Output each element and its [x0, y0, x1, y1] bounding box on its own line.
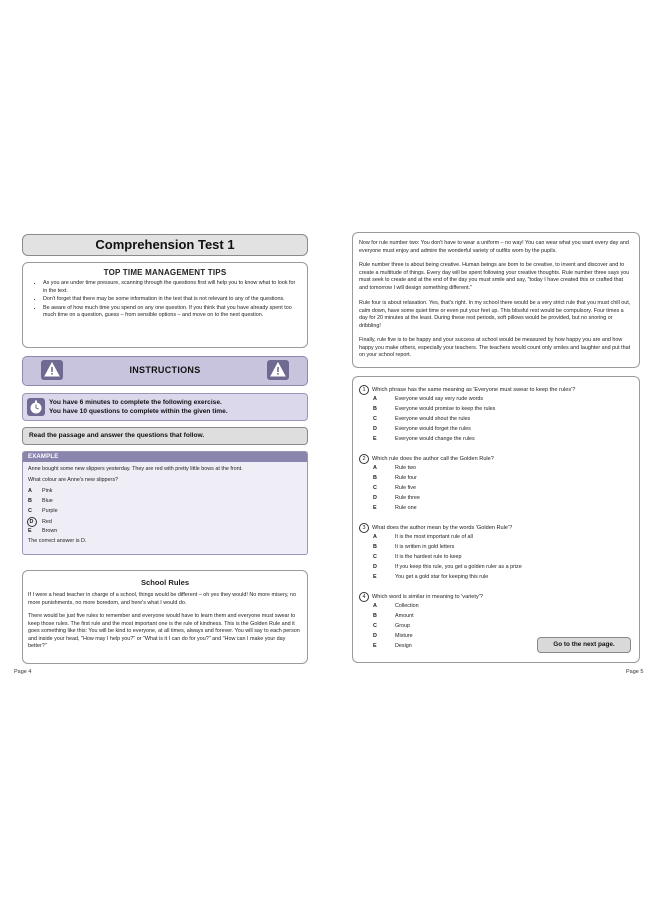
tip-item: • Be aware of how much time you spend on any one question. If you think that you have already spent too much time on a question, guess – from sensible options – and move on to the next question.	[43, 305, 299, 320]
answer-option[interactable]: B Amount	[373, 613, 414, 619]
instructions-label: INSTRUCTIONS	[129, 365, 201, 375]
answer-option[interactable]: B Everyone would promise to keep the rules	[373, 406, 496, 412]
example-label: EXAMPLE	[28, 453, 59, 460]
passage-paragraph: Finally, rule five is to be happy and your success at school would be measured by how happy you are and how happy you make others, especially your teachers. The teachers would count only smiles and laughter and put that on your school report.	[359, 337, 631, 359]
example-header	[23, 452, 307, 462]
answer-option[interactable]: D Everyone would forget the rules	[373, 426, 471, 432]
answer-option[interactable]: C Everyone would shout the rules	[373, 416, 471, 422]
page-number-left: Page 4	[14, 669, 32, 675]
answer-option[interactable]: A Collection	[373, 603, 419, 609]
passage-paragraph: Now for rule number two: You don't have to wear a uniform – no way! You can wear what you want every day and everyone must enjoy and admire the wonderful variety of outfits worn by the pupils.	[359, 240, 629, 254]
passage-paragraph: Rule four is about relaxation. Yes, that's right. In my school there would be a very strict rule that you must chill out, calm down, have some quiet time or even put your feet up. This blissful rest would be compulsory. Four times a day for 20 minutes at the least. During these rest periods, soft pillows would be provided, but no snoring or dribbling!	[359, 300, 631, 329]
page-number-right: Page 5	[626, 669, 644, 675]
question-4: 4 Which word is similar in meaning to 'variety'?	[359, 592, 483, 602]
instructions-banner	[22, 356, 308, 386]
example-box	[22, 451, 308, 555]
answer-option[interactable]: A Rule two	[373, 465, 416, 471]
read-instruction: Read the passage and answer the questions that follow.	[29, 432, 205, 439]
answer-option[interactable]: D Mixture	[373, 633, 413, 639]
question-2: 2 Which rule does the author call the Golden Rule?	[359, 454, 494, 464]
question-number: 2	[359, 454, 369, 464]
answer-option[interactable]: A It is the most important rule of all	[373, 534, 473, 540]
tip-item: • As you are under time pressure, scanning through the questions first will help you to know what to look for in the text.	[43, 280, 299, 295]
answer-option[interactable]: C Rule five	[373, 485, 416, 491]
example-passage: Anne bought some new slippers yesterday. They are red with pretty little bows at the front.	[28, 466, 243, 472]
time-limit-text: You have 6 minutes to complete the following exercise.	[49, 399, 222, 406]
answer-option[interactable]: E Everyone would change the rules	[373, 436, 475, 442]
question-number: 3	[359, 523, 369, 533]
answer-option[interactable]: D Rule three	[373, 495, 420, 501]
tips-list	[33, 280, 299, 321]
answer-option[interactable]: B Rule four	[373, 475, 417, 481]
answer-circle: D	[27, 517, 37, 527]
stopwatch-icon	[27, 398, 45, 416]
questions-box	[352, 376, 640, 663]
example-option-selected: D Red	[28, 517, 52, 527]
answer-option[interactable]: E You get a gold star for keeping this rule	[373, 574, 489, 580]
passage-box	[22, 570, 308, 664]
warning-triangle-icon	[267, 360, 289, 380]
answer-option[interactable]: D If you keep this rule, you get a golden ruler as a prize	[373, 564, 522, 570]
question-number: 1	[359, 385, 369, 395]
example-option: C Purple	[28, 508, 58, 514]
answer-option[interactable]: A Everyone would say very rude words	[373, 396, 484, 402]
answer-option[interactable]: C It is the hardest rule to keep	[373, 554, 462, 560]
answer-option[interactable]: C Group	[373, 623, 410, 629]
answer-option[interactable]: B It is written in gold letters	[373, 544, 455, 550]
tips-title: TOP TIME MANAGEMENT TIPS	[103, 268, 227, 277]
read-instruction-bar	[22, 427, 308, 445]
passage-continued-box	[352, 232, 640, 368]
example-option: A Pink	[28, 488, 53, 494]
passage-paragraph: Rule number three is about being creative. Human beings are born to be creative, to invent and discover and to create a multitude of things. Every day will be spent following your creative thoughts. Rule number three says you must seek to create and at the end of the day you must smile and say, "today I have created this or crafted that and tomorrow I will design something different."	[359, 262, 630, 291]
example-answer: The correct answer is D.	[28, 538, 87, 544]
example-question: What colour are Anne's new slippers?	[28, 477, 119, 483]
question-number: 4	[359, 592, 369, 602]
tip-item: • Don't forget that there may be some information in the text that is not relevant to any of the questions.	[43, 296, 299, 304]
page-title: Comprehension Test 1	[22, 234, 308, 256]
question-count-text: You have 10 questions to complete within the given time.	[49, 408, 228, 415]
time-limit-box	[22, 393, 308, 421]
passage-paragraph: There would be just five rules to remember and everyone would have to learn them and everyone must swear to keep those rules. The first rule and the most important one is the rule of kindness. This is the Golden Rule and it goes something like this: You will be kind to everyone, at all times, always and forever. You will say to each person and inside your head, "How may I help you?" or "What is it I can do for you?" and "How can I make your day better?"	[28, 613, 300, 650]
example-option: B Blue	[28, 498, 53, 504]
passage-title: School Rules	[140, 578, 190, 587]
passage-paragraph: If I were a head teacher in charge of a school, things would be different – oh yes they would! No more misery, no more punishments, no more boredom, and here's what I would do.	[28, 592, 296, 606]
next-page-button[interactable]: Go to the next page.	[537, 637, 631, 653]
time-management-tips	[22, 262, 308, 348]
answer-option[interactable]: E Design	[373, 643, 412, 649]
example-option: E Brown	[28, 528, 58, 534]
answer-option[interactable]: E Rule one	[373, 505, 417, 511]
question-1: 1 Which phrase has the same meaning as 'Everyone must swear to keep the rules'?	[359, 385, 575, 395]
question-3: 3 What does the author mean by the words 'Golden Rule'?	[359, 523, 512, 533]
